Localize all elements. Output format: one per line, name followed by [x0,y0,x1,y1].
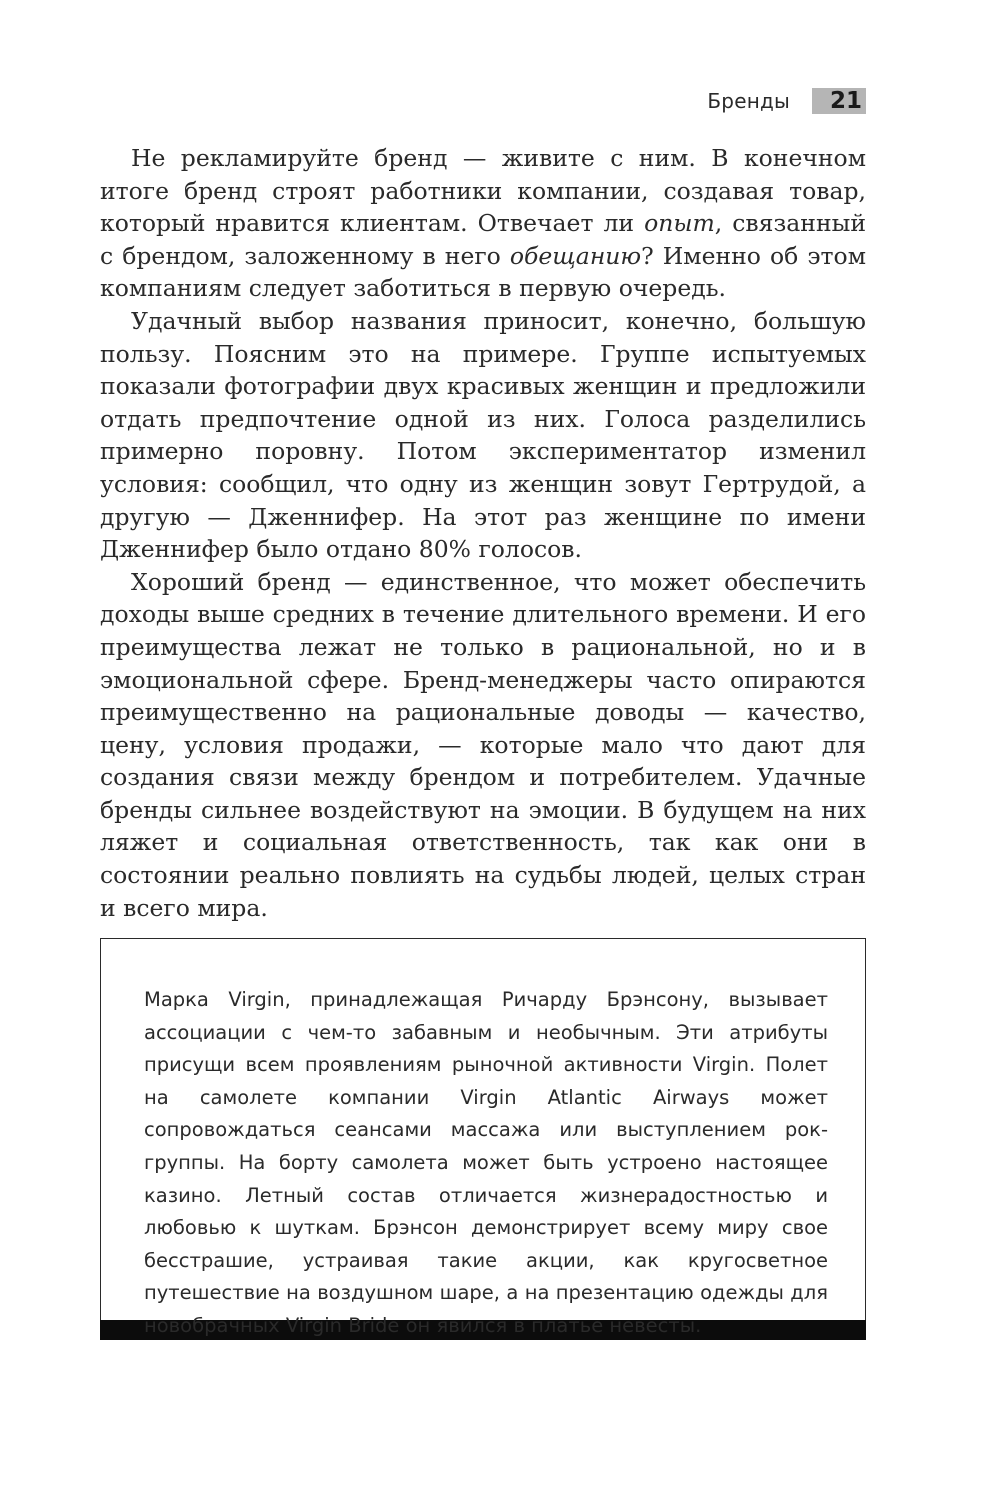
sidebar-box [100,938,866,1340]
paragraph-1-part-2: , связанный с брендом, заложенному в него [100,209,866,270]
page-number: 21 [812,88,866,114]
paragraph-3: Хороший бренд — единственное, что может обеспечить доходы выше средних в течение длительного времени. И его преимущества лежат не только в рациональной, но и в эмоциональной сфере. Бренд-менеджеры часто опираются преимущественно на рациональные доводы — качество, цену, условия продажи, — которые мало что дают для создания связи между брендом и потребителем. Удачные бренды сильнее воздействуют на эмоции. В будущем на них ляжет и социальная ответственность, так как они в состоянии реально повлиять на судьбы людей, целых стран и всего мира. [100,567,866,922]
paragraph-1-part-1: Не рекламируйте бренд — живите с ним. В конечном итоге бренд строят работники компании, создавая товар, который нравится клиентам. Отвечает ли [100,144,866,238]
main-text [100,142,866,924]
emphasis-experience: опыт [644,209,715,238]
sidebar-text: Марка Virgin, принадлежащая Ричарду Брэнсону, вызывает ассоциации с чем-то забавным и необычным. Эти атрибуты присущи всем проявлениям рыночной активности Virgin. Полет на самолете компании Virgin Atlantic Airways может сопровождаться сеансами массажа или выступлением рок-группы. На борту самолета может быть устроено настоящее казино. Летный состав отличается жизнерадостностью и любовью к шуткам. Брэнсон демонстрирует всему миру свое бесстрашие, устраивая такие акции, как кругосветное путешествие на воздушном шаре, а на презентацию одежды для новобрачных Virgin Bride он явился в платье невесты. [144,988,828,1337]
paragraph-1 [100,142,866,305]
running-header [0,88,866,114]
emphasis-promise: обещанию [509,241,642,270]
section-title: Бренды [707,89,790,113]
paragraph-1-part-3: ? Именно об этом компаниям следует заботиться в первую очередь. [100,241,866,303]
paragraph-2: Удачный выбор названия приносит, конечно, большую пользу. Поясним это на примере. Группе испытуемых показали фотографии двух красивых женщин и предложили отдать предпочтение одной из них. Голоса разделились примерно поровну. Потом экспериментатор изменил условия: сообщил, что одну из женщин зовут Гертрудой, а другую — Дженнифер. На этот раз женщине по имени Дженнифер было отдано 80% голосов. [100,306,866,564]
